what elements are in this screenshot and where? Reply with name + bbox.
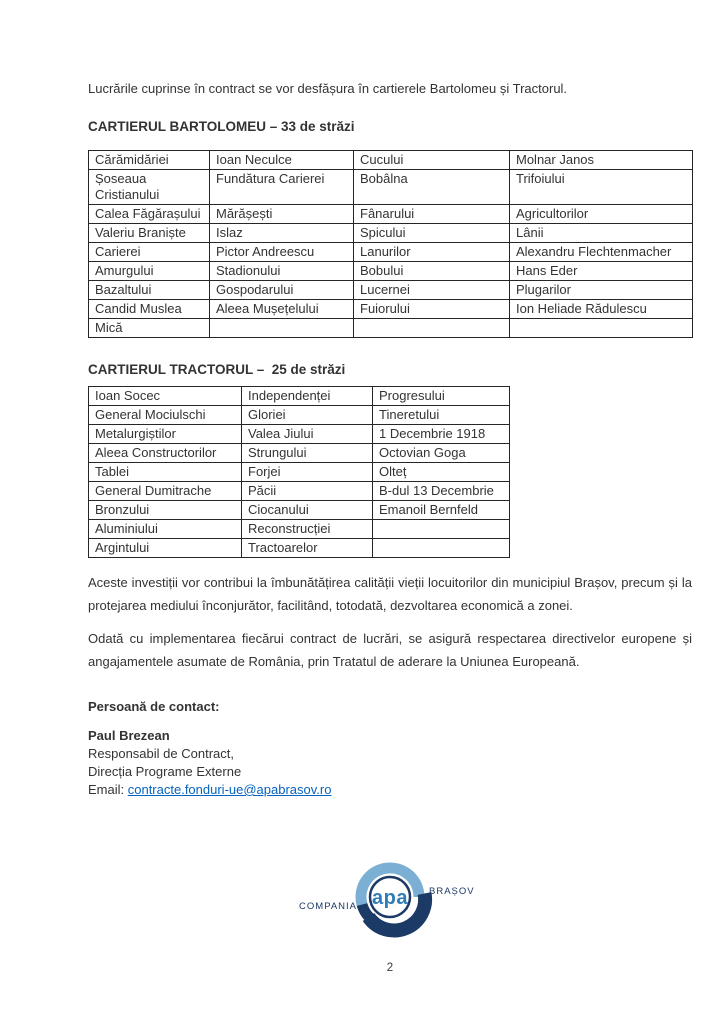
- street-cell: Emanoil Bernfeld: [373, 501, 510, 520]
- table-row: [89, 425, 510, 444]
- table-row: [89, 205, 693, 224]
- street-cell: Calea Făgărașului: [89, 205, 210, 224]
- table-row: [89, 170, 693, 205]
- section-bartolomeu-heading: CARTIERUL BARTOLOMEU – 33 de străzi: [88, 119, 355, 134]
- contact-name: Paul Brezean: [88, 728, 170, 743]
- table-row: [89, 406, 510, 425]
- street-cell: Cărămidăriei: [89, 151, 210, 170]
- table-row: [89, 501, 510, 520]
- contact-role: Responsabil de Contract,: [88, 746, 234, 761]
- street-cell: Aleea Mușețelului: [210, 300, 354, 319]
- street-cell: Alexandru Flechtenmacher: [510, 243, 693, 262]
- street-cell: Tablei: [89, 463, 242, 482]
- logo-company-text: COMPANIA: [299, 901, 357, 912]
- street-cell: [510, 319, 693, 338]
- street-cell: Islaz: [210, 224, 354, 243]
- street-cell: Mică: [89, 319, 210, 338]
- table-row: [89, 319, 693, 338]
- email-link[interactable]: contracte.fonduri-ue@apabrasov.ro: [127, 782, 332, 797]
- logo-navy-tip-arc: [362, 905, 370, 918]
- table-row: [89, 300, 693, 319]
- street-cell: Pictor Andreescu: [210, 243, 354, 262]
- street-cell: [354, 319, 510, 338]
- street-cell: Reconstrucției: [242, 520, 373, 539]
- street-cell: Valeriu Braniște: [89, 224, 210, 243]
- street-cell: Tractoarelor: [242, 539, 373, 558]
- street-cell: Stadionului: [210, 262, 354, 281]
- street-cell: Agricultorilor: [510, 205, 693, 224]
- street-cell: Lanurilor: [354, 243, 510, 262]
- street-cell: B-dul 13 Decembrie: [373, 482, 510, 501]
- street-cell: Lucernei: [354, 281, 510, 300]
- contact-email-line: [88, 781, 692, 799]
- street-cell: Șoseaua Cristianului: [89, 170, 210, 205]
- street-cell: Ioan Socec: [89, 387, 242, 406]
- street-cell: Carierei: [89, 243, 210, 262]
- page-number: 2: [386, 962, 394, 974]
- street-cell: Fuiorului: [354, 300, 510, 319]
- table-row: [89, 463, 510, 482]
- table-row: [89, 387, 510, 406]
- street-cell: Plugarilor: [510, 281, 693, 300]
- street-cell: Gloriei: [242, 406, 373, 425]
- street-cell: Candid Muslea: [89, 300, 210, 319]
- street-cell: Fundătura Carierei: [210, 170, 354, 205]
- apa-brasov-logo-mark: [290, 861, 490, 939]
- street-cell: [373, 520, 510, 539]
- contact-block: [88, 727, 692, 799]
- street-cell: Metalurgiștilor: [89, 425, 242, 444]
- street-cell: Ion Heliade Rădulescu: [510, 300, 693, 319]
- street-cell: Amurgului: [89, 262, 210, 281]
- street-cell: Valea Jiului: [242, 425, 373, 444]
- table-row: [89, 444, 510, 463]
- intro-paragraph: Lucrările cuprinse în contract se vor desfășura în cartierele Bartolomeu și Tractorul.: [88, 81, 568, 96]
- tractorul-streets-table: [88, 386, 510, 558]
- street-cell: Cucului: [354, 151, 510, 170]
- street-cell: Molnar Janos: [510, 151, 693, 170]
- implementation-paragraph: Odată cu implementarea fiecărui contract de lucrări, se asigură respectarea directivelor europene și angajamentele asumate de România, prin Tratatul de aderare la Uniunea Europeană.: [88, 631, 692, 669]
- street-cell: Mărășești: [210, 205, 354, 224]
- street-cell: Ioan Neculce: [210, 151, 354, 170]
- street-cell: Strungului: [242, 444, 373, 463]
- section-tractorul-heading: CARTIERUL TRACTORUL – 25 de străzi: [88, 362, 346, 377]
- email-label: Email:: [88, 782, 128, 797]
- logo-city-text: BRAȘOV: [429, 886, 475, 897]
- logo-brand-text: apa: [372, 887, 408, 909]
- street-cell: Argintului: [89, 539, 242, 558]
- table-row: [89, 539, 510, 558]
- table-row: [89, 482, 510, 501]
- table-row: [89, 281, 693, 300]
- street-cell: Păcii: [242, 482, 373, 501]
- street-cell: Fânarului: [354, 205, 510, 224]
- street-cell: Lânii: [510, 224, 693, 243]
- street-cell: Aleea Constructorilor: [89, 444, 242, 463]
- investments-paragraph: Aceste investiții vor contribui la îmbunătățirea calității vieții locuitorilor din municipiul Brașov, precum și la protejarea mediului înconjurător, facilitând, totodată, dezvoltarea economică a zonei.: [88, 575, 692, 613]
- street-cell: Octovian Goga: [373, 444, 510, 463]
- table-row: [89, 243, 693, 262]
- street-cell: General Dumitrache: [89, 482, 242, 501]
- street-cell: Forjei: [242, 463, 373, 482]
- street-cell: Aluminiului: [89, 520, 242, 539]
- street-cell: Progresului: [373, 387, 510, 406]
- table-row: [89, 151, 693, 170]
- street-cell: Bobâlna: [354, 170, 510, 205]
- street-cell: Independenței: [242, 387, 373, 406]
- street-cell: Hans Eder: [510, 262, 693, 281]
- street-cell: 1 Decembrie 1918: [373, 425, 510, 444]
- street-cell: Gospodarului: [210, 281, 354, 300]
- contact-department: Direcția Programe Externe: [88, 764, 242, 779]
- street-cell: Tineretului: [373, 406, 510, 425]
- street-cell: Bronzului: [89, 501, 242, 520]
- table-row: [89, 224, 693, 243]
- street-cell: [373, 539, 510, 558]
- bartolomeu-streets-table: [88, 150, 693, 338]
- table-row: [89, 520, 510, 539]
- company-logo: [88, 861, 692, 942]
- street-cell: Bobului: [354, 262, 510, 281]
- street-cell: Bazaltului: [89, 281, 210, 300]
- table-row: [89, 262, 693, 281]
- street-cell: Olteț: [373, 463, 510, 482]
- street-cell: [210, 319, 354, 338]
- contact-heading: Persoană de contact:: [88, 699, 220, 714]
- street-cell: Spicului: [354, 224, 510, 243]
- street-cell: Trifoiului: [510, 170, 693, 205]
- street-cell: General Mociulschi: [89, 406, 242, 425]
- street-cell: Ciocanului: [242, 501, 373, 520]
